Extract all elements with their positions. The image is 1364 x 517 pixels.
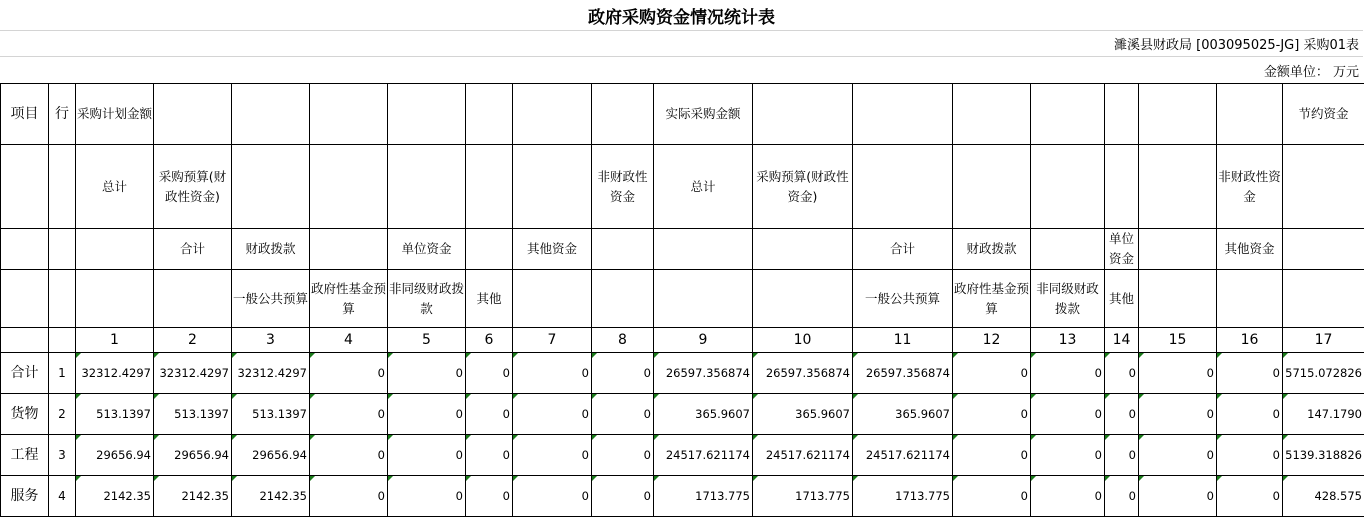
table-row (1, 394, 1364, 435)
value-cell[interactable]: 2142.35 (76, 476, 154, 517)
header-row-1 (1, 84, 1364, 145)
value-cell[interactable]: 0 (1139, 476, 1217, 517)
value-cell[interactable]: 5715.072826 (1283, 353, 1364, 394)
row-label[interactable]: 服务 (1, 476, 49, 517)
header-plan-total: 总计 (76, 145, 154, 229)
value-cell[interactable]: 32312.4297 (154, 353, 232, 394)
data-rows (1, 353, 1364, 517)
value-cell[interactable]: 365.9607 (853, 394, 953, 435)
header-row-3 (1, 229, 1364, 270)
value-cell[interactable]: 0 (1031, 353, 1105, 394)
value-cell[interactable]: 5139.318826 (1283, 435, 1364, 476)
header-actual-other: 其他 (1105, 270, 1139, 328)
column-number: 9 (654, 328, 753, 353)
header-plan-budget: 采购预算(财政性资金) (154, 145, 232, 229)
header-plan-govfund: 政府性基金预算 (310, 270, 388, 328)
header-plan-unit-funds: 单位资金 (388, 229, 466, 270)
header-plan-nonfiscal: 非财政性资金 (592, 145, 654, 229)
value-cell[interactable]: 0 (1217, 435, 1283, 476)
column-number: 10 (753, 328, 853, 353)
value-cell[interactable]: 26597.356874 (853, 353, 953, 394)
amount-unit: 金额单位： 万元 (0, 57, 1363, 83)
value-cell[interactable]: 2142.35 (232, 476, 310, 517)
value-cell[interactable]: 513.1397 (76, 394, 154, 435)
header-item: 项目 (1, 84, 49, 145)
value-cell[interactable]: 24517.621174 (853, 435, 953, 476)
value-cell[interactable]: 0 (310, 476, 388, 517)
value-cell[interactable]: 0 (592, 435, 654, 476)
value-cell[interactable]: 0 (1105, 435, 1139, 476)
column-number: 15 (1139, 328, 1217, 353)
row-label[interactable]: 货物 (1, 394, 49, 435)
header-plan-other: 其他 (466, 270, 513, 328)
header-plan-other-funds: 其他资金 (513, 229, 592, 270)
report-subtitle: 濉溪县财政局 [003095025-JG] 采购01表 (0, 31, 1363, 57)
column-number: 6 (466, 328, 513, 353)
header-actual-general: 一般公共预算 (853, 270, 953, 328)
value-cell[interactable]: 0 (592, 476, 654, 517)
value-cell[interactable]: 29656.94 (232, 435, 310, 476)
header-row-4 (1, 270, 1364, 328)
value-cell[interactable]: 0 (388, 435, 466, 476)
row-label[interactable]: 合计 (1, 353, 49, 394)
header-actual-fiscal-alloc: 财政拨款 (953, 229, 1031, 270)
value-cell[interactable]: 0 (466, 476, 513, 517)
value-cell[interactable]: 24517.621174 (753, 435, 853, 476)
header-actual-budget: 采购预算(财政性资金) (753, 145, 853, 229)
header-line: 行 (49, 84, 76, 145)
value-cell[interactable]: 513.1397 (232, 394, 310, 435)
value-cell[interactable]: 513.1397 (154, 394, 232, 435)
row-label[interactable]: 工程 (1, 435, 49, 476)
column-number: 12 (953, 328, 1031, 353)
header-plan-nonsamelevel: 非同级财政拨款 (388, 270, 466, 328)
header-plan-general: 一般公共预算 (232, 270, 310, 328)
row-number[interactable]: 3 (49, 435, 76, 476)
report-title: 政府采购资金情况统计表 (0, 0, 1363, 31)
value-cell[interactable]: 0 (513, 476, 592, 517)
table-row (1, 353, 1364, 394)
value-cell[interactable]: 0 (1031, 394, 1105, 435)
table-row (1, 435, 1364, 476)
value-cell[interactable]: 0 (310, 394, 388, 435)
column-number: 3 (232, 328, 310, 353)
value-cell[interactable]: 0 (388, 476, 466, 517)
value-cell[interactable]: 0 (592, 353, 654, 394)
value-cell[interactable]: 0 (953, 394, 1031, 435)
column-number: 7 (513, 328, 592, 353)
value-cell[interactable]: 32312.4297 (76, 353, 154, 394)
value-cell[interactable]: 1713.775 (853, 476, 953, 517)
column-number: 13 (1031, 328, 1105, 353)
column-number-row (1, 328, 1364, 353)
header-actual-total: 总计 (654, 145, 753, 229)
value-cell[interactable]: 0 (1031, 435, 1105, 476)
value-cell[interactable]: 0 (513, 394, 592, 435)
value-cell[interactable]: 0 (513, 353, 592, 394)
value-cell[interactable]: 0 (1105, 394, 1139, 435)
row-number[interactable]: 2 (49, 394, 76, 435)
column-number: 4 (310, 328, 388, 353)
row-number[interactable]: 1 (49, 353, 76, 394)
header-actual-subtotal: 合计 (853, 229, 953, 270)
value-cell[interactable]: 0 (310, 435, 388, 476)
header-savings: 节约资金 (1283, 84, 1364, 145)
value-cell[interactable]: 0 (388, 394, 466, 435)
value-cell[interactable]: 0 (1217, 353, 1283, 394)
statistics-table (0, 83, 1364, 517)
value-cell[interactable]: 1713.775 (753, 476, 853, 517)
value-cell[interactable]: 29656.94 (154, 435, 232, 476)
value-cell[interactable]: 0 (466, 435, 513, 476)
value-cell[interactable]: 0 (1105, 353, 1139, 394)
header-actual-other-funds: 其他资金 (1217, 229, 1283, 270)
value-cell[interactable]: 0 (592, 394, 654, 435)
header-actual-unit-funds: 单位资金 (1105, 229, 1139, 270)
column-number: 14 (1105, 328, 1139, 353)
value-cell[interactable]: 0 (310, 353, 388, 394)
header-plan-fiscal-alloc: 财政拨款 (232, 229, 310, 270)
value-cell[interactable]: 0 (953, 476, 1031, 517)
value-cell[interactable]: 0 (1139, 394, 1217, 435)
value-cell[interactable]: 26597.356874 (654, 353, 753, 394)
value-cell[interactable]: 0 (466, 394, 513, 435)
value-cell[interactable]: 0 (953, 435, 1031, 476)
header-plan-subtotal: 合计 (154, 229, 232, 270)
header-actual-govfund: 政府性基金预算 (953, 270, 1031, 328)
value-cell[interactable]: 0 (388, 353, 466, 394)
value-cell[interactable]: 26597.356874 (753, 353, 853, 394)
column-number: 2 (154, 328, 232, 353)
value-cell[interactable]: 29656.94 (76, 435, 154, 476)
value-cell[interactable]: 428.575 (1283, 476, 1364, 517)
value-cell[interactable]: 24517.621174 (654, 435, 753, 476)
column-number: 8 (592, 328, 654, 353)
header-actual-nonsamelevel: 非同级财政拨款 (1031, 270, 1105, 328)
value-cell[interactable]: 0 (513, 435, 592, 476)
value-cell[interactable]: 0 (1105, 476, 1139, 517)
header-row-2 (1, 145, 1364, 229)
value-cell[interactable]: 1713.775 (654, 476, 753, 517)
value-cell[interactable]: 365.9607 (753, 394, 853, 435)
value-cell[interactable]: 0 (1217, 394, 1283, 435)
value-cell[interactable]: 0 (1031, 476, 1105, 517)
column-number: 17 (1283, 328, 1364, 353)
header-actual-amount: 实际采购金额 (654, 84, 753, 145)
value-cell[interactable]: 365.9607 (654, 394, 753, 435)
value-cell[interactable]: 0 (1139, 435, 1217, 476)
value-cell[interactable]: 0 (1139, 353, 1217, 394)
value-cell[interactable]: 0 (1217, 476, 1283, 517)
value-cell[interactable]: 147.1790 (1283, 394, 1364, 435)
column-number: 11 (853, 328, 953, 353)
column-number: 5 (388, 328, 466, 353)
row-number[interactable]: 4 (49, 476, 76, 517)
value-cell[interactable]: 0 (466, 353, 513, 394)
column-number: 16 (1217, 328, 1283, 353)
header-plan-amount: 采购计划金额 (76, 84, 154, 145)
value-cell[interactable]: 32312.4297 (232, 353, 310, 394)
header-actual-nonfiscal: 非财政性资金 (1217, 145, 1283, 229)
value-cell[interactable]: 2142.35 (154, 476, 232, 517)
table-row (1, 476, 1364, 517)
column-number: 1 (76, 328, 154, 353)
value-cell[interactable]: 0 (953, 353, 1031, 394)
